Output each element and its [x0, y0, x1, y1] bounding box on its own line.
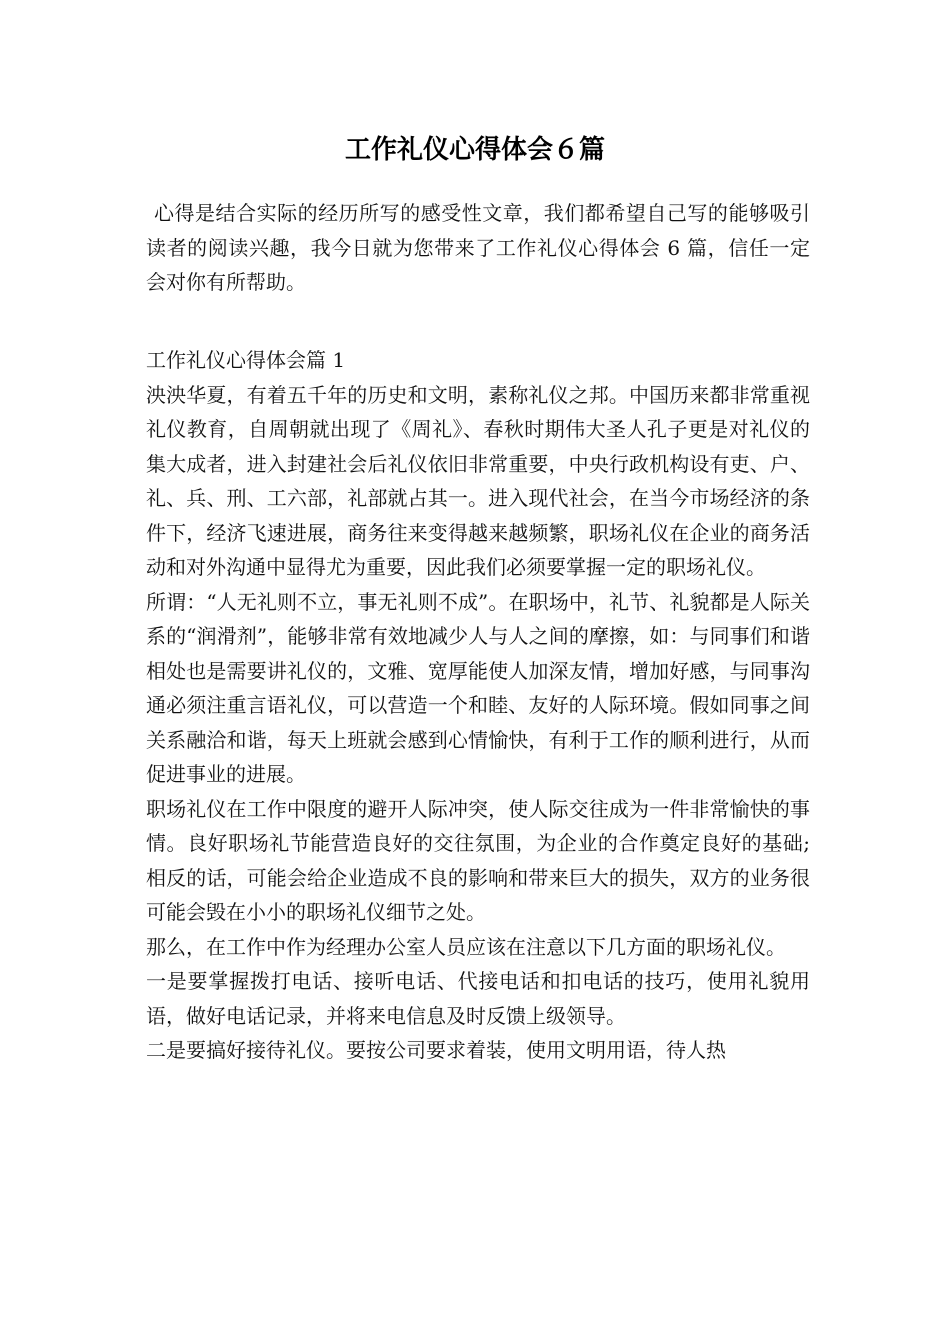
body-paragraph: 职场礼仪在工作中限度的避开人际冲突，使人际交往成为一件非常愉快的事情。良好职场礼节能营造良好的交往氛围，为企业的合作奠定良好的基础;相反的话，可能会给企业造成不良的影响和带来巨大的损失，双方的业务很可能会毁在小小的职场礼仪细节之处。 [146, 796, 810, 924]
article-body [146, 343, 810, 1068]
body-paragraph: 二是要搞好接待礼仪。要按公司要求着装，使用文明用语，待人热 [146, 1038, 726, 1062]
section-heading: 工作礼仪心得体会篇 1 [146, 348, 346, 372]
intro-text: 心得是结合实际的经历所写的感受性文章，我们都希望自己写的能够吸引读者的阅读兴趣，我今日就为您带来了工作礼仪心得体会 6 篇，信任一定会对你有所帮助。 [146, 201, 810, 294]
body-paragraph: 那么，在工作中作为经理办公室人员应该在注意以下几方面的职场礼仪。 [146, 934, 786, 959]
body-paragraph: 所谓：“人无礼则不立，事无礼则不成”。在职场中，礼节、礼貌都是人际关系的“润滑剂”，能够非常有效地减少人与人之间的摩擦，如：与同事们和谐相处也是需要讲礼仪的，文雅、宽厚能使人加深友情，增加好感，与同事沟通必须注重言语礼仪，可以营造一个和睦、友好的人际环境。假如同事之间关系融洽和谐，每天上班就会感到心情愉快，有利于工作的顺利进行，从而促进事业的进展。 [146, 589, 810, 786]
body-paragraph: 一是要掌握拨打电话、接听电话、代接电话和扣电话的技巧，使用礼貌用语，做好电话记录，并将来电信息及时反馈上级领导。 [146, 969, 810, 1028]
document-title: 工作礼仪心得体会６篇 [344, 135, 605, 165]
body-paragraph: 泱泱华夏，有着五千年的历史和文明，素称礼仪之邦。中国历来都非常重视礼仪教育，自周朝就出现了《周礼》、春秋时期伟大圣人孔子更是对礼仪的集大成者，进入封建社会后礼仪依旧非常重要，中央行政机构设有吏、户、礼、兵、刑、工六部，礼部就占其一。进入现代社会，在当今市场经济的条件下，经济飞速进展，商务往来变得越来越频繁，职场礼仪在企业的商务活动和对外沟通中显得尤为重要，因此我们必须要掌握一定的职场礼仪。 [146, 382, 810, 579]
intro-paragraph [146, 196, 810, 300]
